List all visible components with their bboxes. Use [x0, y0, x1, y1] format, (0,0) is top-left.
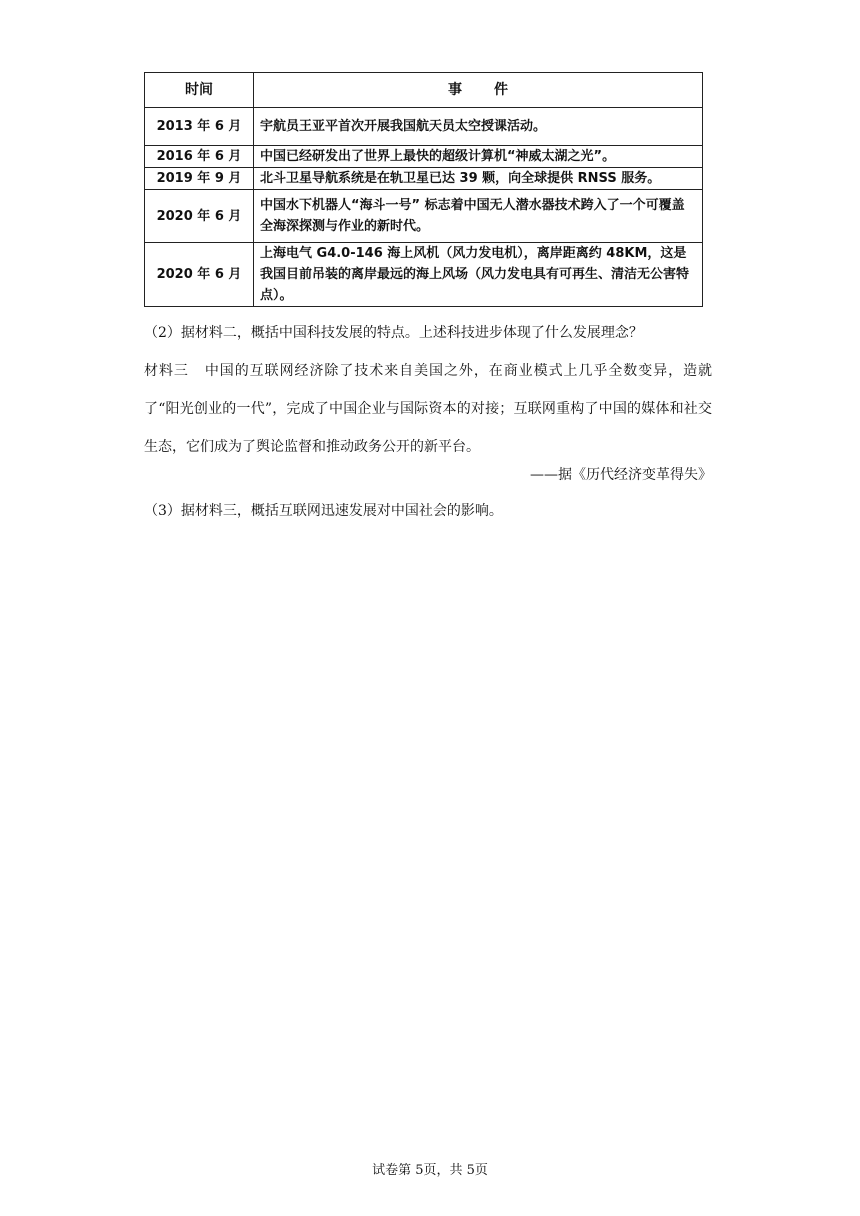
table-row: [145, 108, 703, 146]
table-row: [145, 243, 703, 307]
row-event: 中国已经研发出了世界上最快的超级计算机“神威太湖之光”。: [254, 146, 703, 168]
row-event: 北斗卫星导航系统是在轨卫星已达 39 颗，向全球提供 RNSS 服务。: [254, 168, 703, 190]
header-time: 时间: [145, 73, 254, 108]
material-3-label: 材料三: [144, 363, 189, 379]
table-row: [145, 190, 703, 243]
events-table: [144, 72, 703, 307]
row-time: 2019 年 9 月: [145, 168, 254, 190]
row-event: 上海电气 G4.0-146 海上风机（风力发电机），离岸距离约 48KM，这是我国目前吊装的离岸最远的海上风场（风力发电具有可再生、清洁无公害特点）。: [254, 243, 703, 307]
material-3: [144, 352, 712, 466]
material-3-source: ——据《历代经济变革得失》: [530, 467, 712, 483]
row-event: 中国水下机器人“海斗一号” 标志着中国无人潜水器技术跨入了一个可覆盖全海深探测与作业的新时代。: [254, 190, 703, 243]
question-3: （3）据材料三，概括互联网迅速发展对中国社会的影响。: [144, 503, 503, 519]
page-footer: 试卷第 5页，共 5页: [372, 1163, 488, 1178]
row-time: 2020 年 6 月: [145, 243, 254, 307]
header-event: 事件: [254, 73, 703, 108]
row-event: 宇航员王亚平首次开展我国航天员太空授课活动。: [254, 108, 703, 146]
question-2: （2）据材料二，概括中国科技发展的特点。上述科技进步体现了什么发展理念？: [144, 325, 643, 341]
material-3-text: 中国的互联网经济除了技术来自美国之外，在商业模式上几乎全数变异，造就了“阳光创业的一代”，完成了中国企业与国际资本的对接；互联网重构了中国的媒体和社交生态，它们成为了舆论监督和推动政务公开的新平台。: [144, 363, 713, 455]
table-header-row: [145, 73, 703, 108]
table-row: [145, 146, 703, 168]
row-time: 2016 年 6 月: [145, 146, 254, 168]
row-time: 2020 年 6 月: [145, 190, 254, 243]
table-row: [145, 168, 703, 190]
row-time: 2013 年 6 月: [145, 108, 254, 146]
